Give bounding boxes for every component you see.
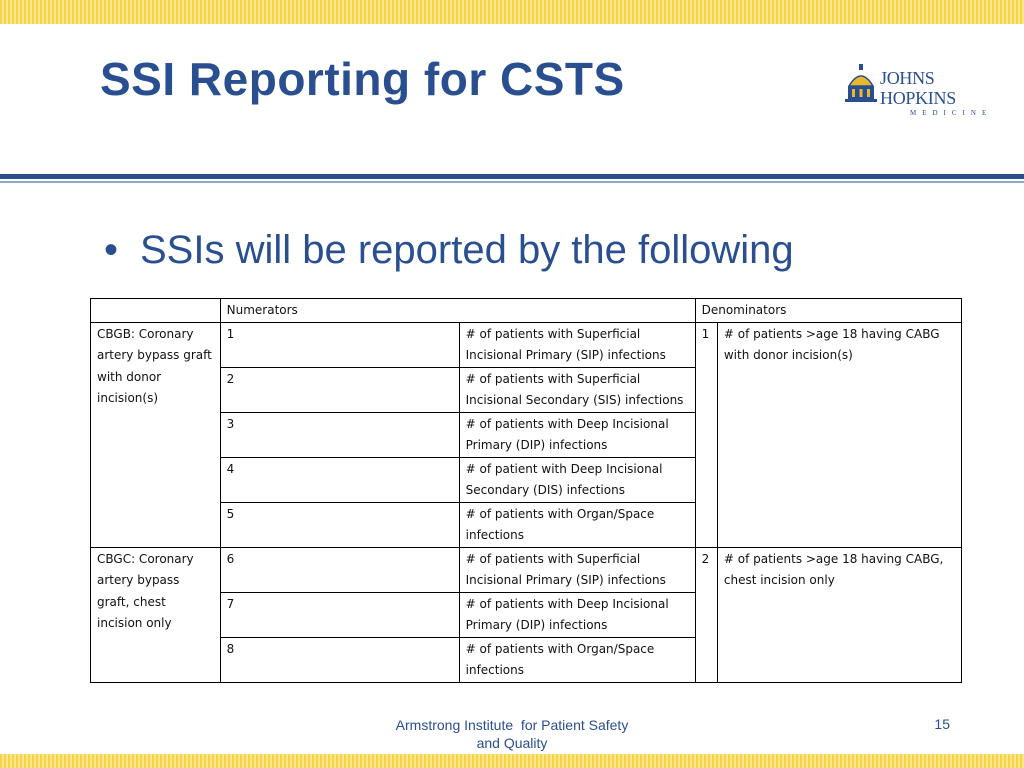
dome-icon bbox=[844, 64, 878, 102]
numerator-description: # of patients with Organ/Space infections bbox=[459, 502, 695, 547]
denominator-description: # of patients >age 18 having CABG with donor incision(s) bbox=[717, 322, 961, 547]
procedure-cell: CBGC: Coronary artery bypass graft, chest incision only bbox=[91, 547, 221, 682]
page-number: 15 bbox=[934, 716, 950, 732]
title-divider-thick bbox=[0, 174, 1024, 179]
ssi-reporting-table bbox=[90, 298, 962, 683]
logo-subtitle: MEDICINE bbox=[910, 109, 993, 117]
denominator-number: 1 bbox=[695, 322, 717, 547]
numerator-number: 3 bbox=[220, 412, 459, 457]
numerator-description: # of patients with Superficial Incisional Primary (SIP) infections bbox=[459, 322, 695, 367]
numerator-number: 1 bbox=[220, 322, 459, 367]
bullet-point bbox=[104, 228, 794, 273]
table-row bbox=[91, 547, 962, 592]
numerator-number: 8 bbox=[220, 637, 459, 682]
table-row bbox=[91, 322, 962, 367]
numerator-description: # of patients with Superficial Incisional Secondary (SIS) infections bbox=[459, 367, 695, 412]
header-denominators: Denominators bbox=[695, 299, 961, 323]
numerator-description: # of patients with Superficial Incisional Primary (SIP) infections bbox=[459, 547, 695, 592]
numerator-number: 6 bbox=[220, 547, 459, 592]
numerator-description: # of patient with Deep Incisional Secondary (DIS) infections bbox=[459, 457, 695, 502]
bullet-marker: • bbox=[104, 228, 119, 272]
table-header-row bbox=[91, 299, 962, 323]
footer-institute bbox=[340, 716, 684, 752]
numerator-description: # of patients with Organ/Space infections bbox=[459, 637, 695, 682]
title-divider-thin bbox=[0, 181, 1024, 183]
numerator-description: # of patients with Deep Incisional Primary (DIP) infections bbox=[459, 592, 695, 637]
slide-title: SSI Reporting for CSTS bbox=[100, 53, 625, 105]
numerator-description: # of patients with Deep Incisional Primary (DIP) infections bbox=[459, 412, 695, 457]
footer-line-1: Armstrong Institute for Patient Safety bbox=[395, 717, 629, 733]
johns-hopkins-logo bbox=[844, 64, 1004, 117]
denominator-number: 2 bbox=[695, 547, 717, 682]
footer-line-2: and Quality bbox=[476, 735, 548, 751]
procedure-cell: CBGB: Coronary artery bypass graft with donor incision(s) bbox=[91, 322, 221, 547]
bottom-decorative-stripe bbox=[0, 754, 1024, 768]
header-blank bbox=[91, 299, 221, 323]
top-decorative-stripe bbox=[0, 0, 1024, 24]
denominator-description: # of patients >age 18 having CABG, chest incision only bbox=[717, 547, 961, 682]
numerator-number: 2 bbox=[220, 367, 459, 412]
numerator-number: 5 bbox=[220, 502, 459, 547]
numerator-number: 7 bbox=[220, 592, 459, 637]
bullet-text: SSIs will be reported by the following bbox=[140, 228, 794, 272]
header-numerators: Numerators bbox=[220, 299, 695, 323]
logo-wordmark: JOHNS HOPKINS bbox=[880, 68, 956, 108]
numerator-number: 4 bbox=[220, 457, 459, 502]
